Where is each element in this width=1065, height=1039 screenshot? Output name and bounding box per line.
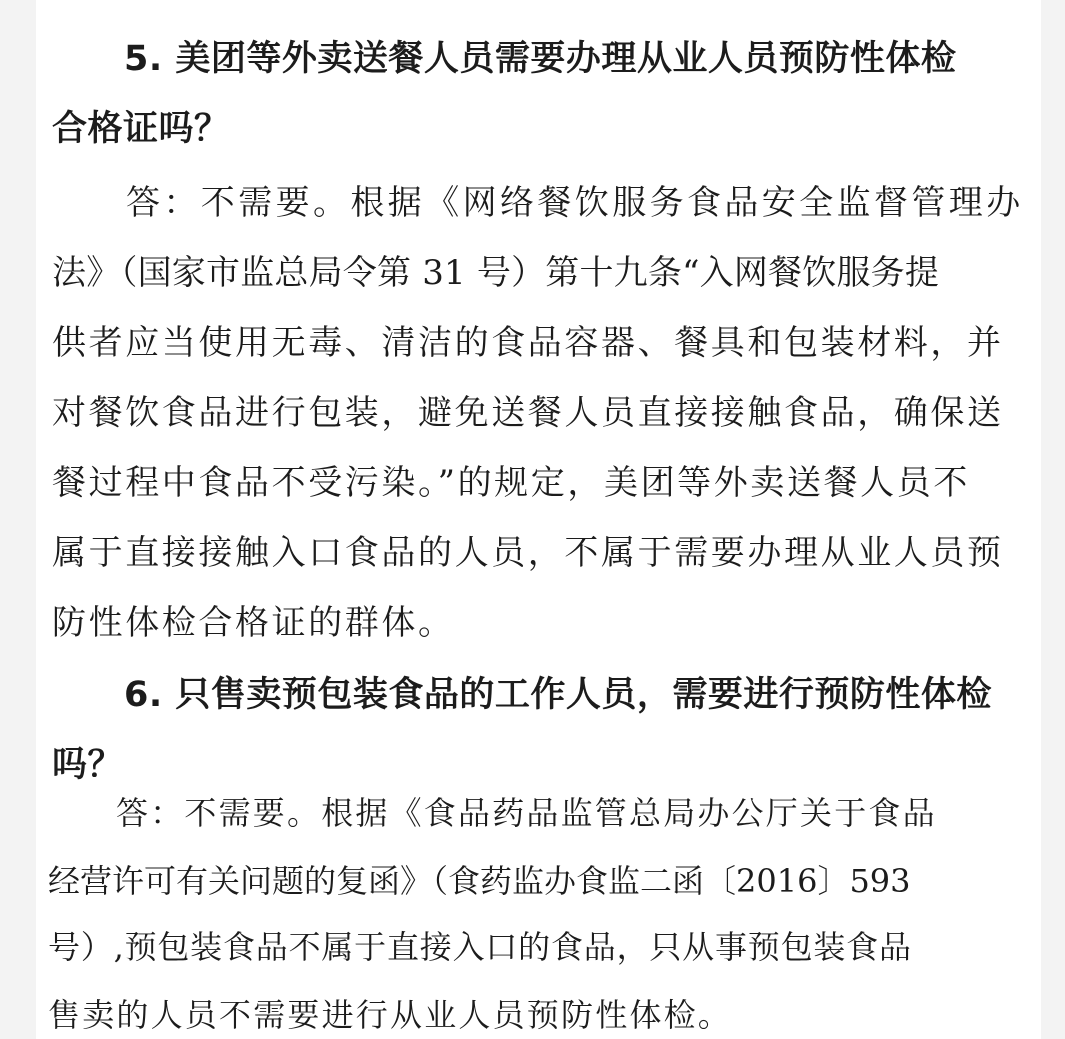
answer-5-line-7: 防性体检合格证的群体。 (52, 603, 455, 643)
document-sheet (36, 0, 1041, 1039)
answer-5-line-1: 答：不需要。根据《网络餐饮服务食品安全监督管理办 (126, 183, 1024, 223)
answer-5-line-5: 餐过程中食品不受污染。”的规定，美团等外卖送餐人员不 (52, 463, 970, 503)
answer-6-line-4: 售卖的人员不需要进行从业人员预防性体检。 (48, 996, 733, 1034)
question-6-line-1: 6. 只售卖预包装食品的工作人员，需要进行预防性体检 (124, 675, 992, 715)
answer-5-line-4: 对餐饮食品进行包装，避免送餐人员直接接触食品，确保送 (52, 393, 1004, 433)
question-5-line-1: 5. 美团等外卖送餐人员需要办理从业人员预防性体检 (124, 39, 957, 79)
answer-6-line-2: 经营许可有关问题的复函》（食药监办食监二函〔2016〕593 (48, 862, 911, 900)
question-6-line-2: 吗？ (52, 745, 124, 785)
answer-5-line-3: 供者应当使用无毒、清洁的食品容器、餐具和包装材料，并 (52, 323, 1004, 363)
answer-6-line-1: 答：不需要。根据《食品药品监管总局办公厅关于食品 (116, 794, 937, 832)
answer-5-line-2: 法》（国家市监总局令第 31 号）第十九条“入网餐饮服务提 (52, 253, 940, 293)
answer-6-line-3: 号）,预包装食品不属于直接入口的食品，只从事预包装食品 (48, 928, 912, 966)
answer-5-line-6: 属于直接接触入口食品的人员，不属于需要办理从业人员预 (52, 533, 1004, 573)
question-5-line-2: 合格证吗？ (52, 109, 230, 149)
